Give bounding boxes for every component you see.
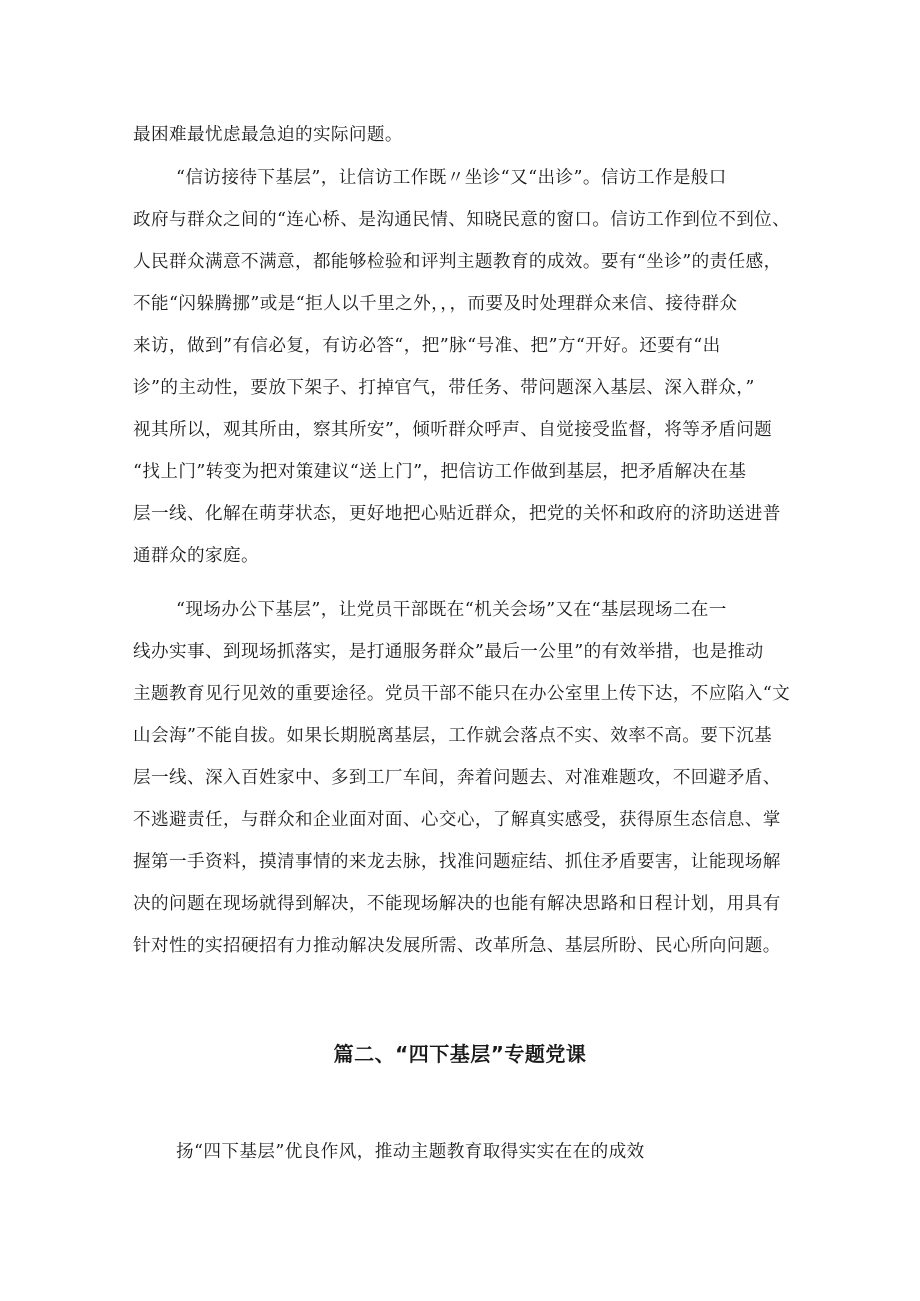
- paragraph-line: 人民群众满意不满意，都能够检验和评判主题教育的成效。要有“坐诊”的责任感，: [133, 252, 782, 272]
- paragraph-line: 视其所以，观其所由，察其所安”，倾听群众呼声、自觉接受监督，将等矛盾问题: [133, 420, 773, 440]
- paragraph-line: 层一线、深入百姓家中、多到工厂车间，奔着问题去、对准难题攻，不回避矛盾、: [133, 768, 781, 788]
- paragraph-line: “现场办公下基层”，让党员干部既在“机关会场”又在“基层现场二在一: [176, 600, 727, 620]
- paragraph-line: 主题教育见行见效的重要途径。党员干部不能只在办公室里上传下达，不应陷入“文: [133, 684, 791, 704]
- paragraph-line: 通群众的家庭。: [133, 546, 259, 566]
- paragraph-line: 握第一手资料，摸清事情的来龙去脉，找准问题症结、抓住矛盾要害，让能现场解: [133, 852, 781, 872]
- paragraph-line: “信访接待下基层”，让信访工作既〃坐诊“又“出诊”。信访工作是般口: [176, 168, 727, 188]
- paragraph-line: 山会海”不能自拔。如果长期脱离基层，工作就会落点不实、效率不高。要下沉基: [133, 726, 773, 746]
- paragraph-line: 决的问题在现场就得到解决，不能现场解决的也能有解决思路和日程计划，用具有: [133, 894, 781, 914]
- paragraph-line: 诊”的主动性，要放下架子、打掉官气，带任务、带问题深入基层、深入群众，”: [133, 378, 755, 398]
- paragraph-line: 针对性的实招硬招有力推动解决发展所需、改革所急、基层所盼、民心所向问题。: [133, 936, 781, 956]
- paragraph-line: 政府与群众之间的“连心桥、是沟通民情、知晓民意的窗口。信访工作到位不到位、: [133, 210, 791, 230]
- section-heading: 篇二、“四下基层”专题党课: [333, 1042, 587, 1066]
- paragraph-line: 最困难最忧虑最急迫的实际问题。: [133, 125, 403, 145]
- paragraph-line: 不能“闪躲腾挪”或是“拒人以千里之外，，，而要及时处理群众来信、接待群众: [133, 294, 738, 314]
- section-subtitle: 扬“四下基层”优良作风，推动主题教育取得实实在在的成效: [176, 1142, 645, 1162]
- paragraph-line: 线办实事、到现场抓落实，是打通服务群众”最后一公里”的有效举措，也是推动: [133, 642, 764, 662]
- paragraph-line: “找上门”转变为把对策建议“送上门”，把信访工作做到基层，把矛盾解决在基: [133, 462, 747, 482]
- paragraph-line: 来访，做到”有信必复，有访必答“，把”脉“号准、把”方“开好。还要有“出: [133, 336, 721, 356]
- paragraph-line: 不逃避责任，与群众和企业面对面、心交心，了解真实感受，获得原生态信息、掌: [133, 810, 781, 830]
- paragraph-line: 层一线、化解在萌芽状态，更好地把心贴近群众，把党的关怀和政府的济助送进普: [133, 504, 781, 524]
